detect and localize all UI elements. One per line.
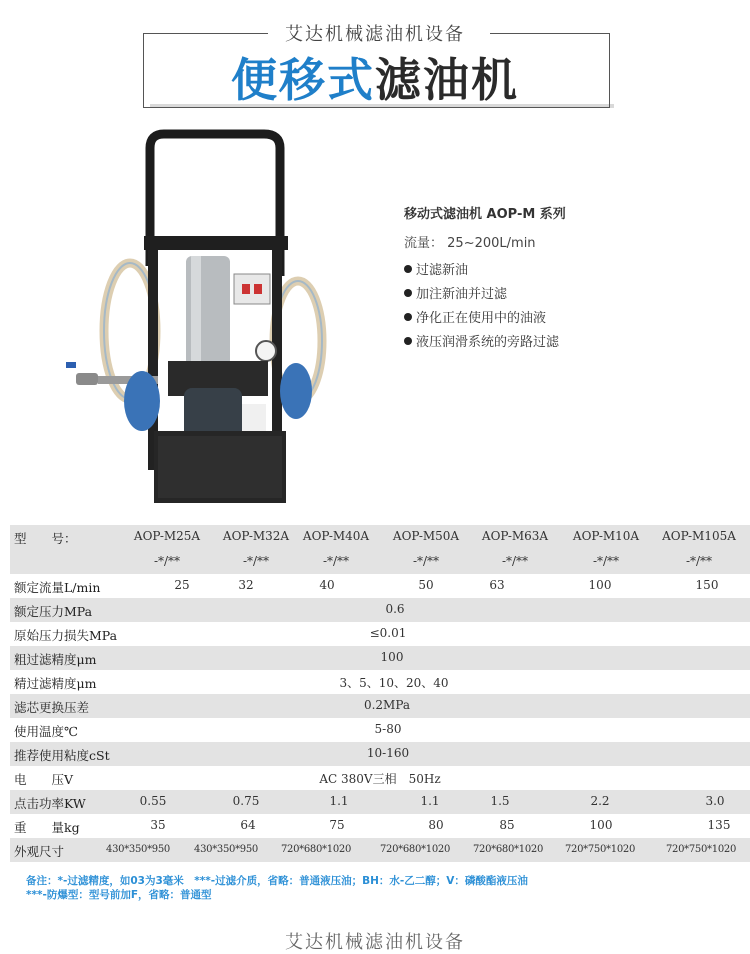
- suffix-cell: -*/**: [412, 554, 440, 568]
- value-cell: 100: [588, 578, 612, 592]
- value-cell: 1.1: [420, 794, 440, 808]
- suffix-cell: -*/**: [153, 554, 181, 568]
- bullet-icon: [404, 289, 412, 297]
- value-cell: 2.2: [590, 794, 610, 808]
- row-label: 推荐使用粘度cSt: [14, 748, 110, 763]
- value-cell: 63: [489, 578, 505, 592]
- suffix-cell: -*/**: [592, 554, 620, 568]
- suffix-cell: -*/**: [501, 554, 529, 568]
- value-cell: 430*350*950: [194, 844, 258, 855]
- value-cell: 50: [418, 578, 434, 592]
- feature-text: 过滤新油: [416, 263, 469, 278]
- value-cell: 1.5: [490, 794, 510, 808]
- value-cell: 25: [174, 578, 190, 592]
- value-cell: 720*680*1020: [472, 844, 544, 855]
- company-name-footer: 艾达机械滤油机设备: [285, 932, 465, 953]
- suffix-cell: -*/**: [685, 554, 713, 568]
- table-row-dimensions: [10, 838, 750, 862]
- feature-text: 净化正在使用中的油液: [416, 311, 547, 326]
- merged-value: ≤0.01: [369, 626, 407, 640]
- merged-value: 3、5、10、20、40: [339, 676, 449, 690]
- table-row-fine: [10, 670, 750, 694]
- remark-line: ***-防爆型：型号前加F，省略：普通型: [26, 889, 212, 901]
- model-cell: AOP-M25A: [133, 529, 201, 543]
- value-cell: 35: [150, 818, 166, 832]
- row-label: 点击功率KW: [14, 796, 86, 811]
- model-cell: AOP-M105A: [662, 529, 736, 543]
- merged-value: 5-80: [374, 722, 402, 736]
- value-cell: 80: [428, 818, 444, 832]
- merged-value: 0.6: [385, 602, 405, 616]
- title-blue: 便移式: [231, 53, 375, 107]
- flow-rate: [404, 232, 704, 251]
- feature-item: [404, 283, 704, 307]
- table-row-models: [10, 525, 750, 550]
- flow-value: 25~200L/min: [447, 236, 536, 251]
- table-row-temp: [10, 718, 750, 742]
- model-cell: AOP-M10A: [572, 529, 640, 543]
- value-cell: 720*750*1020: [564, 844, 636, 855]
- table-row-power: [10, 790, 750, 814]
- remark-line: 备注：*-过滤精度，如03为3毫米 ***-过滤介质，省略：普通液压油；BH：水-乙二醇；V：磷酸酯液压油: [26, 875, 528, 887]
- table-row-change: [10, 694, 750, 718]
- model-label: 型 号：: [14, 531, 77, 546]
- value-cell: 0.55: [139, 794, 167, 808]
- merged-value: 0.2MPa: [363, 698, 411, 712]
- spec-table: [10, 525, 750, 862]
- product-description: [404, 203, 704, 355]
- value-cell: 0.75: [232, 794, 260, 808]
- row-label: 电 压V: [14, 772, 74, 787]
- value-cell: 32: [238, 578, 254, 592]
- flow-label: 流量：: [404, 236, 444, 251]
- company-name: 艾达机械滤油机设备: [285, 24, 465, 45]
- merged-value: AC 380V三相 50Hz: [319, 772, 441, 786]
- feature-item: [404, 259, 704, 283]
- series-title: 移动式滤油机 AOP-M 系列: [404, 207, 566, 222]
- feature-text: 液压润滑系统的旁路过滤: [416, 335, 560, 350]
- table-row-viscosity: [10, 742, 750, 766]
- feature-item: [404, 307, 704, 331]
- feature-list: [404, 259, 704, 355]
- value-cell: 720*750*1020: [665, 844, 737, 855]
- feature-text: 加注新油并过滤: [416, 287, 508, 302]
- table-row-pressure: [10, 598, 750, 622]
- page-title: [0, 44, 750, 110]
- table-row-flow: [10, 574, 750, 598]
- value-cell: 75: [329, 818, 345, 832]
- suffix-cell: -*/**: [322, 554, 350, 568]
- row-label: 额定压力MPa: [14, 604, 93, 619]
- value-cell: 150: [695, 578, 719, 592]
- row-label: 原始压力损失MPa: [14, 628, 118, 643]
- oil-filter-machine-image: [58, 126, 350, 511]
- suffix-cell: -*/**: [242, 554, 270, 568]
- model-cell: AOP-M40A: [302, 529, 370, 543]
- value-cell: 430*350*950: [106, 844, 170, 855]
- table-row-coarse: [10, 646, 750, 670]
- value-cell: 40: [319, 578, 335, 592]
- row-label: 粗过滤精度μm: [14, 652, 97, 667]
- table-row-voltage: [10, 766, 750, 790]
- bullet-icon: [404, 313, 412, 321]
- value-cell: 3.0: [705, 794, 725, 808]
- value-cell: 720*680*1020: [379, 844, 451, 855]
- merged-value: 100: [380, 650, 404, 664]
- table-row-loss: [10, 622, 750, 646]
- title-dark: 滤油机: [375, 53, 519, 107]
- row-label: 滤芯更换压差: [14, 700, 90, 715]
- value-cell: 85: [499, 818, 515, 832]
- row-label: 外观尺寸: [14, 844, 65, 859]
- model-cell: AOP-M63A: [481, 529, 549, 543]
- value-cell: 135: [707, 818, 731, 832]
- model-cell: AOP-M32A: [222, 529, 290, 543]
- value-cell: 1.1: [329, 794, 349, 808]
- row-label: 精过滤精度μm: [14, 676, 97, 691]
- remarks: [26, 874, 746, 902]
- bullet-icon: [404, 265, 412, 273]
- feature-item: [404, 331, 704, 355]
- value-cell: 64: [240, 818, 256, 832]
- table-row-weight: [10, 814, 750, 838]
- value-cell: 100: [589, 818, 613, 832]
- model-cell: AOP-M50A: [392, 529, 460, 543]
- row-label: 使用温度℃: [14, 724, 78, 739]
- row-label: 额定流量L/min: [14, 580, 101, 595]
- table-row-suffix: [10, 550, 750, 574]
- row-label: 重 量kg: [14, 820, 80, 835]
- merged-value: 10-160: [366, 746, 410, 760]
- value-cell: 720*680*1020: [280, 844, 352, 855]
- bullet-icon: [404, 337, 412, 345]
